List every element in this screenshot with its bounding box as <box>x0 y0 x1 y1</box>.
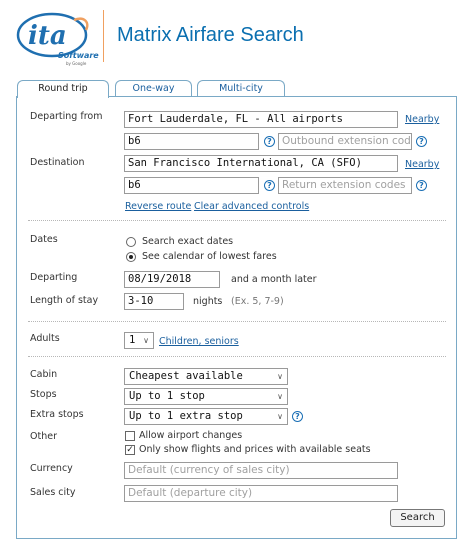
destination-nearby-link[interactable]: Nearby <box>405 159 440 170</box>
destination-label: Destination <box>30 157 85 168</box>
sales-city-label: Sales city <box>30 487 76 498</box>
return-extension-help-icon[interactable]: ? <box>416 180 427 191</box>
cabin-label: Cabin <box>30 369 58 380</box>
reverse-route-link[interactable]: Reverse route <box>125 201 192 212</box>
stops-select-value: Up to 1 stop <box>129 390 205 402</box>
departing-from-input[interactable]: Fort Lauderdale, FL - All airports <box>124 111 398 128</box>
cabin-select-value: Cheapest available <box>129 370 243 382</box>
departing-nearby-link[interactable]: Nearby <box>405 114 440 125</box>
chevron-down-icon: ∨ <box>277 392 283 401</box>
departing-from-label: Departing from <box>30 111 103 122</box>
adults-select-value: 1 <box>129 334 136 346</box>
calendar-lowest-fares-label: See calendar of lowest fares <box>142 251 277 262</box>
stops-select[interactable] <box>124 388 288 405</box>
svg-text:ita: ita <box>28 21 67 51</box>
sales-city-input[interactable]: Default (departure city) <box>124 485 398 502</box>
children-seniors-link[interactable]: Children, seniors <box>159 336 239 347</box>
section-divider <box>28 220 446 221</box>
allow-airport-changes-label: Allow airport changes <box>139 430 243 441</box>
svg-text:Software: Software <box>58 51 99 60</box>
section-divider <box>28 321 446 322</box>
clear-advanced-controls-link[interactable]: Clear advanced controls <box>194 201 310 212</box>
outbound-extension-input[interactable]: Outbound extension cod <box>278 133 412 150</box>
section-divider <box>28 356 446 357</box>
outbound-routing-help-icon[interactable]: ? <box>264 136 275 147</box>
search-form-panel <box>16 96 457 539</box>
tab-multi-city[interactable]: Multi-city <box>197 80 285 97</box>
ita-software-logo[interactable] <box>14 8 99 66</box>
length-of-stay-input[interactable]: 3-10 <box>124 293 184 310</box>
currency-input[interactable]: Default (currency of sales city) <box>124 462 398 479</box>
search-button[interactable]: Search <box>390 509 445 527</box>
checkmark-icon: ✓ <box>126 445 134 455</box>
length-of-stay-label: Length of stay <box>30 295 99 306</box>
extra-stops-select[interactable] <box>124 408 288 425</box>
nights-unit-label: nights <box>193 296 223 307</box>
departing-date-input[interactable]: 08/19/2018 <box>124 271 220 288</box>
chevron-down-icon: ∨ <box>143 336 149 345</box>
date-range-suffix: and a month later <box>231 274 317 285</box>
chevron-down-icon: ∨ <box>277 412 283 421</box>
destination-input[interactable]: San Francisco International, CA (SFO) <box>124 155 398 172</box>
calendar-lowest-fares-radio[interactable] <box>126 252 136 262</box>
outbound-routing-input[interactable]: b6 <box>124 133 259 150</box>
stops-label: Stops <box>30 389 57 400</box>
return-routing-help-icon[interactable]: ? <box>264 180 275 191</box>
return-routing-input[interactable]: b6 <box>124 177 259 194</box>
extra-stops-select-value: Up to 1 extra stop <box>129 410 243 422</box>
extra-stops-help-icon[interactable]: ? <box>292 411 303 422</box>
tab-one-way[interactable]: One-way <box>115 80 192 97</box>
currency-label: Currency <box>30 463 73 474</box>
page-title: Matrix Airfare Search <box>117 24 304 46</box>
departing-date-label: Departing <box>30 272 78 283</box>
logo-divider <box>103 10 104 62</box>
svg-text:by Google: by Google <box>66 61 87 66</box>
logo-mark-icon <box>14 8 99 66</box>
return-extension-input[interactable]: Return extension codes <box>278 177 412 194</box>
adults-select[interactable] <box>124 332 154 349</box>
exact-dates-radio[interactable] <box>126 237 136 247</box>
extra-stops-label: Extra stops <box>30 409 84 420</box>
header <box>0 0 463 84</box>
only-available-seats-label: Only show flights and prices with available seats <box>139 444 371 455</box>
exact-dates-label: Search exact dates <box>142 236 234 247</box>
allow-airport-changes-checkbox[interactable] <box>125 431 135 441</box>
other-label: Other <box>30 431 57 442</box>
length-of-stay-hint: (Ex. 5, 7-9) <box>231 296 284 307</box>
only-available-seats-checkbox[interactable] <box>125 445 135 455</box>
dates-label: Dates <box>30 234 58 245</box>
adults-label: Adults <box>30 333 60 344</box>
tab-round-trip[interactable]: Round trip <box>17 80 109 98</box>
outbound-extension-help-icon[interactable]: ? <box>416 136 427 147</box>
cabin-select[interactable] <box>124 368 288 385</box>
chevron-down-icon: ∨ <box>277 372 283 381</box>
